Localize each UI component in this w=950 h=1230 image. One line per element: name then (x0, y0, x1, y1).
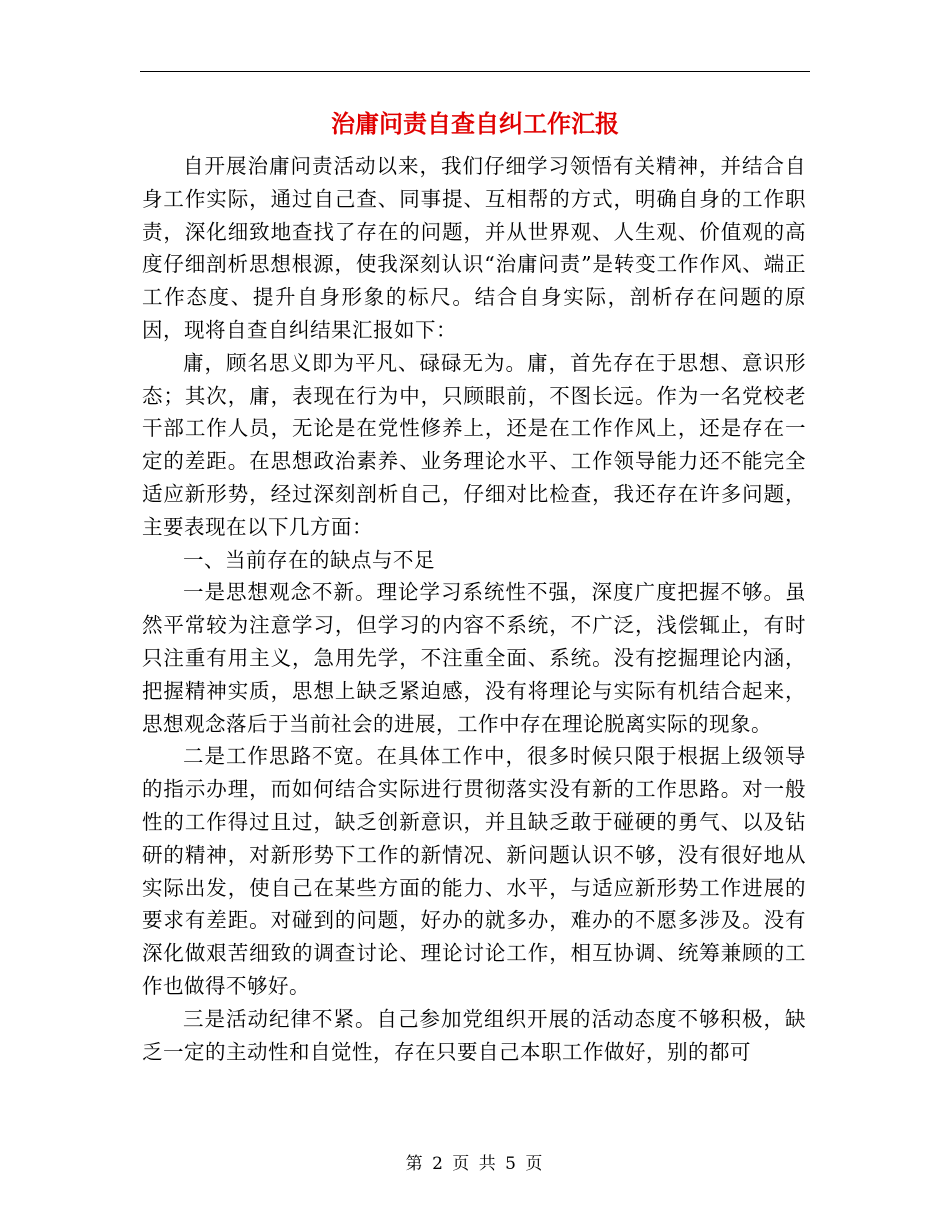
header-rule (140, 71, 810, 72)
page-number: 第 2 页 共 5 页 (405, 1154, 545, 1174)
document-title: 治庸问责自查自纠工作汇报 (331, 109, 619, 138)
paragraph-point-two: 二是工作思路不宽。在具体工作中，很多时候只限于根据上级领导的指示办理，而如何结合实际进行贯彻落实没有新的工作思路。对一般性的工作得过且过，缺乏创新意识，并且缺乏敢于碰硬的勇气、以及钻研的精神，对新形势下工作的新情况、新问题认识不够，没有很好地从实际出发，使自己在某些方面的能力、水平，与适应新形势工作进展的要求有差距。对碰到的问题，好办的就多办，难办的不愿多涉及。没有深化做艰苦细致的调查讨论、理论讨论工作，相互协调、统筹兼顾的工作也做得不够好。 (142, 744, 806, 998)
document-body (142, 150, 806, 1068)
paragraph-point-three: 三是活动纪律不紧。自己参加党组织开展的活动态度不够积极，缺乏一定的主动性和自觉性，存在只要自己本职工作做好，别的都可 (142, 1006, 806, 1064)
section-heading: 一、当前存在的缺点与不足 (183, 547, 435, 572)
paragraph-intro: 自开展治庸问责活动以来，我们仔细学习领悟有关精神，并结合自身工作实际，通过自己查、同事提、互相帮的方式，明确自身的工作职责，深化细致地查找了存在的问题，并从世界观、人生观、价值观的高度仔细剖析思想根源，使我深刻认识“治庸问责”是转变工作作风、端正工作态度、提升自身形象的标尺。结合自身实际，剖析存在问题的原因，现将自查自纠结果汇报如下： (142, 154, 806, 342)
paragraph-point-one: 一是思想观念不新。理论学习系统性不强，深度广度把握不够。虽然平常较为注意学习，但学习的内容不系统，不广泛，浅偿辄止，有时只注重有用主义，急用先学，不注重全面、系统。没有挖掘理论内涵，把握精神实质，思想上缺乏紧迫感，没有将理论与实际有机结合起来，思想观念落后于当前社会的进展，工作中存在理论脱离实际的现象。 (142, 580, 806, 736)
paragraph-definition: 庸，顾名思义即为平凡、碌碌无为。庸，首先存在于思想、意识形态；其次，庸，表现在行为中，只顾眼前，不图长远。作为一名党校老干部工作人员，无论是在党性修养上，还是在工作作风上，还是存在一定的差距。在思想政治素养、业务理论水平、工作领导能力还不能完全适应新形势，经过深刻剖析自己，仔细对比检查，我还存在许多问题，主要表现在以下几方面： (142, 350, 806, 539)
